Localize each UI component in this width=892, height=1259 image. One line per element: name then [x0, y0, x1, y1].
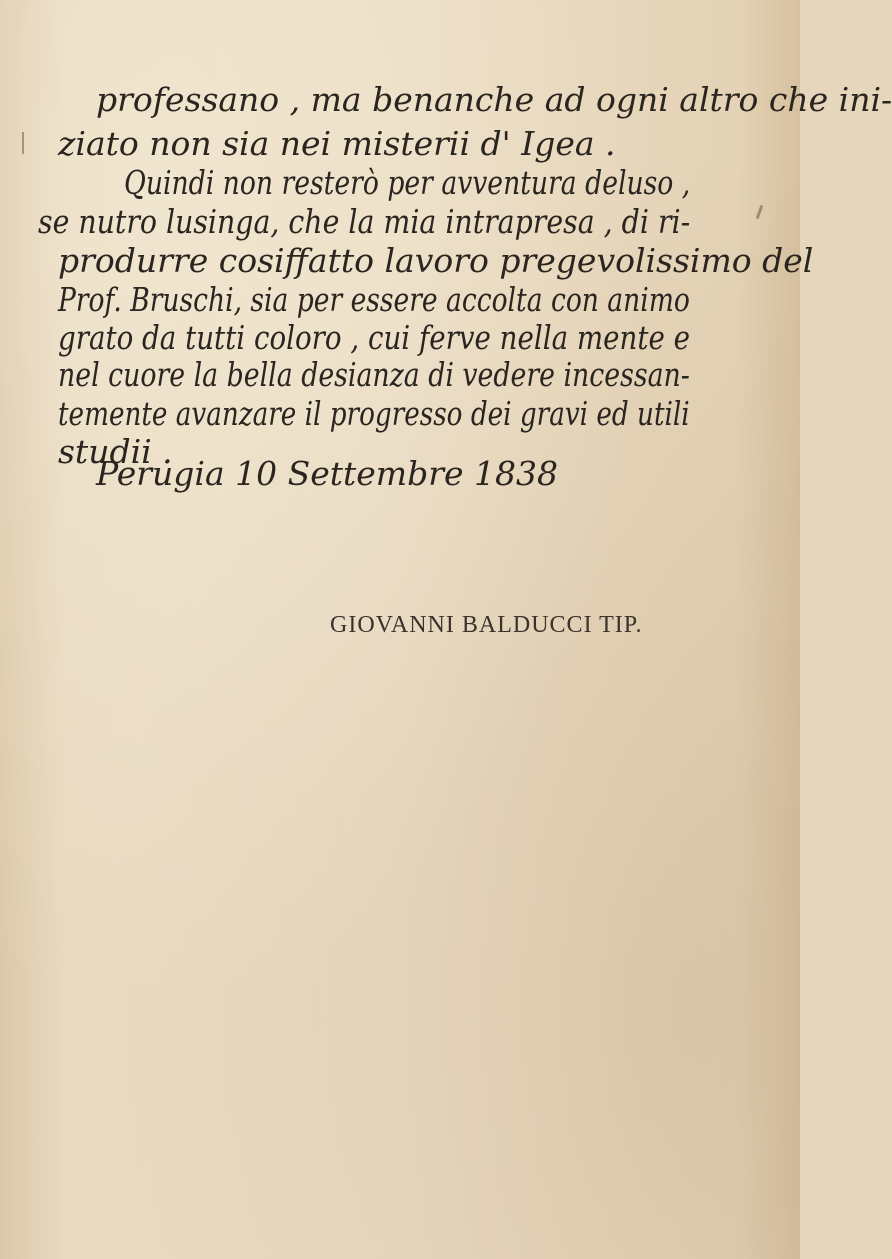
dateline: Perugia 10 Settembre 1838: [96, 454, 558, 493]
text-line-1: professano , ma benanche ad ogni altro che ini-: [96, 80, 892, 119]
text-line-3: Quindi non resterò per avventura deluso ,: [124, 163, 691, 202]
text-line-5-content: produrre cosiffatto lavoro pregevolissimo del: [58, 241, 814, 280]
text-line-6: Prof. Bruschi, sia per essere accolta con animo: [58, 280, 690, 319]
text-line-10: studii .: [58, 432, 173, 471]
printer-imprint: GIOVANNI BALDUCCI TIP.: [330, 612, 643, 638]
text-line-4: se nutro lusinga, che la mia intrapresa , di ri-: [38, 202, 691, 241]
left-edge-mark: [22, 132, 24, 154]
text-line-9: temente avanzare il progresso dei gravi ed utili: [58, 394, 690, 433]
text-line-8: nel cuore la bella desianza di vedere incessan-: [58, 355, 690, 394]
text-line-7: grato da tutti coloro , cui ferve nella mente e: [58, 318, 691, 357]
text-line-5: [58, 241, 814, 281]
text-line-2: ziato non sia nei misterii d' Igea .: [58, 124, 616, 163]
